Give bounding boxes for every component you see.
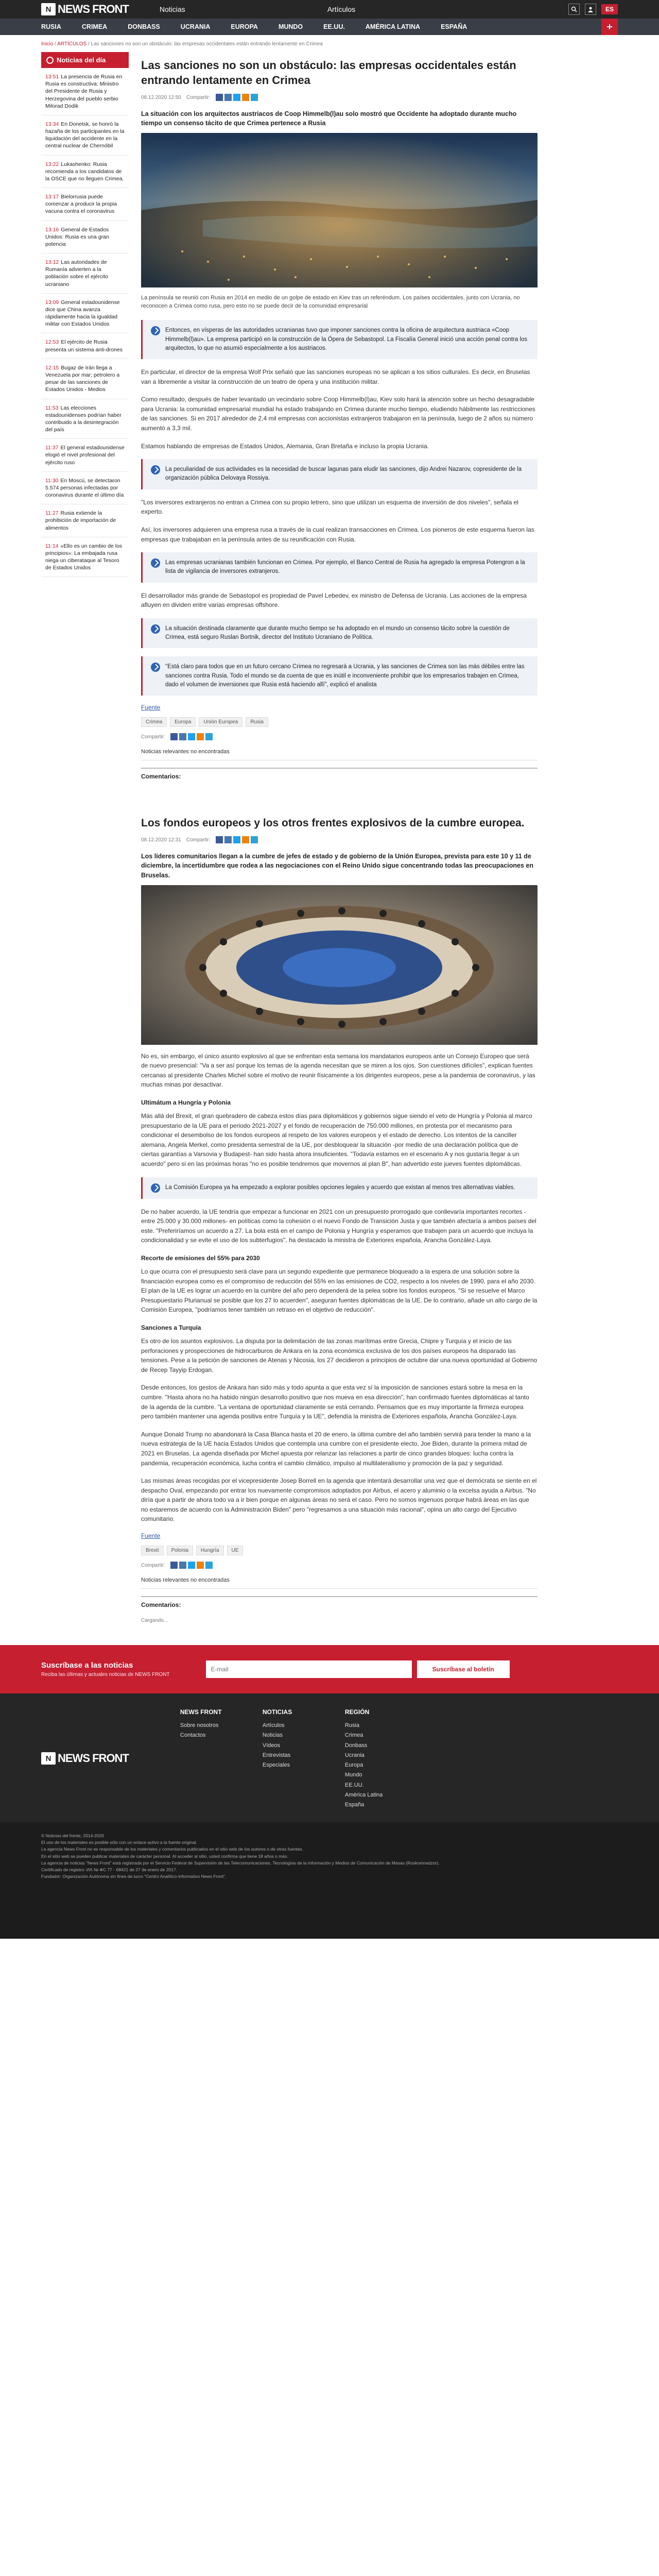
- language-selector[interactable]: ES: [601, 4, 618, 14]
- section-heading: Ultimátum a Hungría y Polonia: [141, 1099, 231, 1107]
- news-headline: General estadounidense dice que China avanza rápidamente hacia la igualdad militar con Estados Unidos: [45, 299, 120, 328]
- region-crimea[interactable]: CRIMEA: [81, 23, 108, 30]
- footer-link[interactable]: Especiales: [262, 1762, 290, 1769]
- paragraph: El desarrollador más grande de Sebastopol es propiedad de Pavel Lebedev, ex ministro de Defensa de Ucrania. Las acciones de la empresa afluyen en dividen entre varias empresas offshore.: [141, 591, 527, 609]
- region-mundo[interactable]: MUNDO: [278, 23, 303, 30]
- region-rusia[interactable]: RUSIA: [41, 23, 61, 30]
- region-europa[interactable]: EUROPA: [231, 23, 258, 30]
- comments-heading: Comentarios:: [141, 768, 537, 780]
- share-label: Compartir:: [186, 94, 211, 100]
- quote-text: Las empresas ucranianas también funcionan en Crimea. Por ejemplo, el Banco Central de Rusia ha agregado la empresa Potengron a la lista de vigilancia de inversores extranjeros.: [165, 560, 525, 575]
- article-date: 08.12.2020 12:31: [141, 837, 181, 843]
- article-lead: La situación con los arquitectos austriacos de Coop Himmelb(l)au solo mostró que Occidente ha adoptado durante mucho tiempo un consenso tácito de que Crimea pertenece a Rusia: [141, 110, 517, 127]
- sidebar-news-item[interactable]: [41, 333, 129, 359]
- quote-icon: [151, 326, 160, 335]
- article-lead: Los líderes comunitarios llegan a la cumbre de jefes de estado y de gobierno de la Unión Europea, prevista para este 10 y 11 de diciembre, la incertidumbre que rodea a las negociaciones con el Reino Unido sigue concentrando todas las preocupaciones en Bruselas.: [141, 853, 533, 879]
- sidebar-news-item[interactable]: [41, 156, 129, 189]
- sidebar-title: Noticias del día: [57, 56, 106, 64]
- source-link[interactable]: Fuente: [141, 1532, 161, 1540]
- vk-icon[interactable]: [179, 1562, 186, 1569]
- clock-icon: [46, 57, 54, 64]
- logo-text: NEWS FRONT: [58, 3, 129, 15]
- footer-link[interactable]: América Latina: [344, 1791, 383, 1798]
- news-headline: Las autoridades de Rumanía advierten a la población sobre el ejército ucraniano: [45, 259, 108, 287]
- search-icon[interactable]: [568, 4, 580, 15]
- section-heading: Sanciones a Turquía: [141, 1324, 201, 1331]
- footer-link[interactable]: Vídeos: [262, 1742, 281, 1749]
- share-buttons: [170, 733, 213, 740]
- news-headline: Las elecciones estadounidenses podrían haber contribuido a la desintegración del país: [45, 404, 122, 433]
- paragraph: De no haber acuerdo, la UE tendría que empezar a funcionar en 2021 con un presupuesto prorrogado que conllevaría importantes recortes -entre 25.000 y 30.000 millones- en políticas como la cohesión o el nuevo Fondo de Transición Justa y que también afectaría a ambos países del este. "Preferiríamos un acuerdo a 27. La bola está en el campo de Polonia y Hungría y esperamos que trabajen para un acuerdo que incluya la condicionalidad y se evite el uso de los subterfugios", ha destacado la ministra de Exteriores española, Arancha González-Laya.: [141, 1208, 536, 1244]
- paragraph: Es otro de los asuntos explosivos. La disputa por la delimitación de las zonas marítimas entre Grecia, Chipre y Turquía y el inicio de las perforaciones y prospecciones de hidrocarburos de Ankara en la zona económica exclusiva de los dos países europeos ha disparado las tensiones. Pese a la petición de sanciones de Atenas y Nicosia, los 27 decidieron a principios de octubre dar una nueva oportunidad al Gobierno de Recep Tayyip Erdogan.: [141, 1337, 537, 1374]
- copyright-line: Certificado de registro: ИА № ФС 77 - 68421 de 27 de enero de 2017.: [41, 1867, 178, 1872]
- facebook-icon[interactable]: [170, 1562, 178, 1569]
- telegram-icon[interactable]: [205, 733, 213, 740]
- footer-link[interactable]: Europa: [344, 1762, 363, 1769]
- article-crimea: [141, 58, 537, 795]
- quote-block: [141, 552, 537, 583]
- news-headline: En Donetsk, se honró la hazaña de los participantes en la liquidación del accidente en la central nuclear de Chernóbil: [45, 121, 125, 149]
- breadcrumb-section[interactable]: ARTÍCULOS: [57, 41, 87, 47]
- news-time: 13:09: [45, 299, 59, 306]
- share-buttons: [170, 1562, 213, 1569]
- share-buttons: [216, 836, 258, 843]
- sidebar-news-item[interactable]: [41, 439, 129, 472]
- paragraph: Desde entonces, los gestos de Ankara han sido más y todo apunta a que esta vez sí la imposición de sanciones estará sobre la mesa en la cumbre. "Hasta ahora no ha habido ningún desarrollo positivo que nos mueva en esa dirección", han confirmado fuentes diplomáticas al tanto de la agenda de la cumbre. "La ventana de oportunidad claramente se está cerrando. Pensamos que es muy importante la firmeza europea pero también mantener una agenda positiva entre Turquía y la UE", defendía la ministra de Exteriores española, Arancha González-Laya.: [141, 1384, 529, 1420]
- footer-link[interactable]: Contactos: [180, 1732, 206, 1739]
- news-headline: En Moscú, se detectaron 5.574 personas infectadas por coronavirus durante el último día: [45, 477, 124, 499]
- quote-text: La Comisión Europea ya ha empezado a explorar posibles opciones legales y acuerdo que existan al menos tres alternativas viables.: [165, 1184, 515, 1191]
- news-time: 12:53: [45, 339, 59, 346]
- breadcrumb-current: Las sanciones no son un obstáculo: las empresas occidentales están entrando lentamente en Crimea: [91, 41, 323, 47]
- newsletter-title: Suscríbase a las noticias: [41, 1661, 133, 1670]
- news-headline: El general estadounidense elogió el nivel profesional del ejército ruso: [45, 445, 125, 466]
- news-headline: El ejército de Rusia presenta un sistema anti-drones: [45, 339, 123, 353]
- ok-icon[interactable]: [242, 836, 249, 843]
- photo-caption: La península se reunió con Rusia en 2014 en medio de un golpe de estado en Kiev tras un referéndum. Los países occidentales, junto con Ucrania, no reconocen a Crimea como rusa, pero esto no se puede decir de la comunidad empresarial: [141, 295, 520, 310]
- quote-icon: [151, 663, 160, 672]
- related-news: Noticias relevantes no encontradas: [141, 749, 537, 760]
- tag[interactable]: Brexit: [141, 1546, 164, 1555]
- user-icon[interactable]: [585, 4, 596, 15]
- quote-block: [141, 320, 537, 359]
- sidebar-news-item[interactable]: [41, 399, 129, 439]
- paragraph: "Los inversores extranjeros no entran a Crimea con su propio letrero, sino que utilizan un esquema de inversión de dos niveles", señala el experto.: [141, 498, 518, 516]
- quote-icon: [151, 624, 160, 634]
- footer-link[interactable]: Noticias: [262, 1732, 283, 1739]
- footer-column-title: NOTICIAS: [262, 1708, 292, 1716]
- footer-column: [180, 1707, 263, 1810]
- email-input[interactable]: [206, 1660, 412, 1678]
- tag[interactable]: Rusia: [246, 717, 268, 727]
- footer-logo[interactable]: [41, 1707, 129, 1810]
- tag[interactable]: Crimea: [141, 717, 167, 727]
- tag[interactable]: Polonia: [167, 1546, 193, 1555]
- share-buttons: [216, 94, 258, 101]
- copyright-block: [0, 1822, 659, 1939]
- paragraph: Lo que ocurra con el presupuesto será clave para un segundo expediente que permanece bloqueado a la espera de una solución sobre la financiación europea como es el compromiso de reducción del 55% en las emisiones de CO2, respecto a los niveles de 1990, para el año 2030. El plan de la UE es lograr un acuerdo en la cumbre del año pero dependerá de la pelea sobre los fondos europeos. "Si se resuelve el Marco Presupuestario Plurianual se posible que los 27 lo acuerden", aseguran fuentes diplomáticas de la UE. De lo contrario, añade un alto cargo de la Comisión Europea, "podríamos tener también un retraso en el objetivo de reducción".: [141, 1268, 537, 1314]
- sidebar-news-item[interactable]: [41, 221, 129, 254]
- footer-link[interactable]: Mundo: [344, 1772, 362, 1778]
- logo-text: NEWS FRONT: [58, 1752, 129, 1765]
- newsletter-banner: [0, 1645, 659, 1693]
- quote-text: La situación destinada claramente que durante mucho tiempo se ha adoptado en el mundo un consenso tácito sobre la cuestión de Crimea, está seguro Ruslan Bortnik, director del Instituto Ucraniano de Política.: [165, 625, 510, 641]
- region-donbass[interactable]: DONBASS: [128, 23, 160, 30]
- news-time: 13:34: [45, 121, 59, 127]
- sidebar-news-item[interactable]: [41, 359, 129, 399]
- news-time: 13:17: [45, 194, 59, 200]
- footer-link[interactable]: Artículos: [262, 1722, 285, 1729]
- footer-link[interactable]: Donbass: [344, 1742, 368, 1749]
- footer-link[interactable]: España: [344, 1802, 365, 1808]
- news-time: 11:37: [45, 445, 59, 451]
- article-date: 08.12.2020 12:50: [141, 94, 181, 100]
- paragraph: Aunque Donald Trump no abandonará la Casa Blanca hasta el 20 de enero, la última cumbre del año también servirá para tender la mano a la nueva estrategia de la UE hacia Estados Unidos que contempla una cumbre con el presidente electo, Joe Biden, durante la primera mitad de 2021 en Bruselas. La agenda diseñada por Michel apuesta por relanzar las relaciones a partir de cinco grandes bloques: lucha contra la pandemia, recuperación económica, lucha contra el cambio climático, impulso al multilateralismo y promoción de la paz y seguridad.: [141, 1430, 531, 1467]
- news-time: 11:53: [45, 404, 59, 411]
- news-time: 13:16: [45, 226, 59, 233]
- region-eeuu[interactable]: EE.UU.: [323, 23, 345, 30]
- tag-list: [141, 717, 537, 727]
- quote-text: La peculiaridad de sus actividades es la necesidad de buscar lagunas para eludir las sanciones, dijo Andrei Nazarov, copresidente de la organización pública Delovaya Rossiya.: [165, 466, 522, 482]
- facebook-icon[interactable]: [216, 94, 223, 101]
- copyright-line: La agencia News Front no es responsable de los materiales y comentarios publicados en el sitio web de los autores o de otras fuentes.: [41, 1846, 303, 1852]
- sidebar-news-item[interactable]: [41, 68, 129, 115]
- copyright-line: Fundador: Organización Autónoma sin fines de lucro "Centro Analítico-Informativo News Front".: [41, 1874, 227, 1879]
- article-photo-summit: [141, 885, 537, 1047]
- quote-icon: [151, 558, 160, 568]
- subscribe-button[interactable]: Suscríbase al boletín: [417, 1660, 510, 1678]
- telegram-icon[interactable]: [251, 94, 258, 101]
- footer-column: [345, 1707, 427, 1810]
- news-time: 13:51: [45, 74, 59, 80]
- paragraph: Estamos hablando de empresas de Estados Unidos, Alemania, Gran Bretaña e incluso la propia Ucrania.: [141, 442, 429, 450]
- tag[interactable]: Hungría: [196, 1546, 224, 1555]
- news-time: 13:22: [45, 161, 59, 167]
- vk-icon[interactable]: [224, 94, 232, 101]
- sidebar-news-item[interactable]: [41, 537, 129, 578]
- facebook-icon[interactable]: [170, 733, 178, 740]
- footer-column-title: NEWS FRONT: [180, 1708, 222, 1716]
- main-content: [141, 52, 537, 1639]
- news-headline: Rusia extiende la prohibición de importación de alimentos: [45, 510, 116, 531]
- footer: [0, 1693, 659, 1822]
- more-icon[interactable]: [601, 19, 618, 35]
- region-ucrania[interactable]: UCRANIA: [180, 23, 211, 30]
- ok-icon[interactable]: [197, 1562, 204, 1569]
- paragraph: Como resultado, después de haber levantado un vecindario sobre Coop Himmelb(l)au, Kiev solo hará la atención sobre un hecho desagradable para Ucrania: la comunidad empresarial mundial ha estado trabajando en Crimea durante mucho tiempo, eludiendo hábilmente las restricciones de las sanciones. Si en 2017 alrededor de 2,4 mil empresas con accionistas extranjeros trabajaron en la península, luego de 2 años su número aumentó a 3,3 mil.: [141, 396, 535, 432]
- paragraph: Las mismas áreas recogidas por el vicepresidente Josep Borrell en la agenda que intentará desarrollar una vez que el demócrata se siente en el despacho Oval, empezando por entrar los nuevamente compromisos adoptados por Airbus, el acero y aluminio o la excelsa ayuda a Airbus. "No diría que a partir de ahora todo va a ir bien porque en algunas áreas no será el caso. Pero no somos ingenuos porque habrá áreas en las que no estaremos de acuerdo con la Administración Biden" pero "regresamos a una situación más racional", opina un alto cargo del Ejecutivo comunitario.: [141, 1477, 537, 1523]
- footer-link[interactable]: Rusia: [344, 1722, 360, 1729]
- news-time: 12:15: [45, 364, 59, 371]
- quote-block: [141, 618, 537, 649]
- footer-link[interactable]: Entrevistas: [262, 1752, 291, 1758]
- tag-list: [141, 1546, 537, 1555]
- share-label: Compartir:: [186, 837, 211, 843]
- share-label: Compartir:: [141, 1562, 165, 1568]
- quote-text: "Está claro para todos que en un futuro cercano Crimea no regresará a Ucrania, y las sanciones de Crimea son las más débiles entre las sanciones contra Rusia. Todo el mundo se da cuenta de que es inútil e inconveniente prohibir que los empresarios trabajen en Crimea, dado el volumen de inversiones que Rusia está haciendo allí", explicó el analista: [165, 664, 525, 688]
- region-america-latina[interactable]: AMÉRICA LATINA: [365, 23, 421, 30]
- sidebar-header: [41, 52, 129, 68]
- footer-column: [263, 1707, 345, 1810]
- article-eu-summit: [141, 816, 537, 1639]
- twitter-icon[interactable]: [188, 733, 195, 740]
- copyright-line: En el sitio web se pueden publicar materiales de carácter personal. Al acceder al sitio, usted confirma que tiene 18 años o más.: [41, 1853, 288, 1859]
- footer-link[interactable]: Crimea: [344, 1732, 363, 1739]
- vk-icon[interactable]: [179, 733, 186, 740]
- quote-block: [141, 1177, 537, 1199]
- main-nav: [160, 5, 489, 13]
- site-logo[interactable]: [41, 3, 129, 16]
- footer-column-title: REGIÓN: [344, 1708, 370, 1716]
- sidebar-news: [41, 52, 129, 1639]
- region-espana[interactable]: ESPAÑA: [441, 23, 467, 30]
- nav-noticias[interactable]: Noticias: [159, 5, 185, 13]
- related-news: Noticias relevantes no encontradas: [141, 1577, 537, 1589]
- news-headline: Bielorrusia puede comenzar a producir la propia vacuna contra el coronavirus: [45, 194, 117, 215]
- news-time: 13:12: [45, 259, 59, 266]
- top-bar: [0, 0, 659, 19]
- facebook-icon[interactable]: [216, 836, 223, 843]
- logo-mark: N: [41, 3, 56, 15]
- telegram-icon[interactable]: [251, 836, 258, 843]
- source-link[interactable]: Fuente: [141, 704, 161, 711]
- footer-link[interactable]: Ucrania: [344, 1752, 365, 1758]
- share-label: Compartir:: [141, 734, 165, 740]
- news-time: 11:14: [45, 543, 59, 549]
- sidebar-news-item[interactable]: [41, 115, 129, 156]
- section-heading: Recorte de emisiones del 55% para 2030: [141, 1255, 260, 1262]
- news-headline: «Ello es un cambio de los principios»: La embajada rusa niega un ciberataque al Tesoro de Estados Unidos: [45, 543, 123, 571]
- twitter-icon[interactable]: [233, 836, 240, 843]
- news-headline: Bugaz de Irán llega a Venezuela por mar; petrolero a pesar de las sanciones de Estados Unidos - Medios: [45, 364, 120, 393]
- twitter-icon[interactable]: [233, 94, 240, 101]
- copyright-line: La agencia de noticias "News Front" está registrada por el Servicio Federal de Supervisión de las Telecomunicaciones, Tecnologías de la Información y Medios de Comunicación de Masas (Roskomnadzor).: [41, 1860, 440, 1866]
- footer-link[interactable]: EE.UU.: [344, 1782, 364, 1788]
- nav-articulos[interactable]: Artículos: [327, 5, 356, 13]
- quote-icon: [151, 465, 160, 474]
- ok-icon[interactable]: [242, 94, 249, 101]
- ok-icon[interactable]: [197, 733, 204, 740]
- news-headline: La presencia de Rusia en Rusia es constructiva: Ministro del Presidente de Rusia y Herzegovina del pueblo serbio Milorad Dodik: [45, 74, 123, 109]
- sidebar-news-item[interactable]: [41, 253, 129, 294]
- footer-link[interactable]: Sobre nosotros: [180, 1722, 219, 1729]
- copyright-line: © Noticias del frente, 2014-2020: [41, 1833, 105, 1839]
- breadcrumb-home[interactable]: Inicio: [41, 41, 54, 47]
- quote-text: Entonces, en vísperas de las autoridades ucranianas tuvo que imponer sanciones contra la oficina de arquitectura austriaca «Coop Himmelb(l)au». La empresa participó en la construcción de la Ópera de Sebastopol. La Fiscalía General inició una acción penal contra los arquitectos, lo que no asumió especialmente a los austriacos.: [165, 327, 528, 351]
- paragraph: En particular, el director de la empresa Wolf Prix señaló que las sanciones europeas no se aplican a los sitios culturales. Es decir, en Bruselas van a libremente a visitar la construcción de un teatro de ópera y una institución militar.: [141, 368, 530, 385]
- tag[interactable]: UE: [227, 1546, 244, 1555]
- copyright-line: El uso de los materiales es posible sólo con un enlace activo a la fuente original.: [41, 1840, 197, 1845]
- news-headline: General de Estados Unidos: Rusia es una gran potencia: [45, 226, 109, 247]
- quote-icon: [151, 1183, 160, 1193]
- article-title[interactable]: Los fondos europeos y los otros frentes explosivos de la cumbre europea.: [141, 817, 525, 829]
- quote-block: [141, 656, 537, 696]
- newsletter-subtitle: Reciba las últimas y actuales noticias de NEWS FRONT: [41, 1672, 170, 1678]
- news-time: 11:30: [45, 477, 59, 484]
- paragraph: Así, los inversores adquieren una empresa rusa a través de la cual realizan transacciones en Crimea. Los pioneros de este esquema fueron las empresas que trabajaban en la península antes de su reunificación con Rusia.: [141, 526, 534, 543]
- paragraph: No es, sin embargo, el único asunto explosivo al que se enfrentan esta semana los mandatarios europeos ante un Consejo Europeo que será de nuevo presencial: "Va a ser así porque los temas de la agenda necesitan que se miren a los ojos. Son cuestiones difíciles", explican fuentes cercanas al presidente Charles Michel sobre el motivo de reunir físicamente a los dirigentes europeos, pese a la pandemia de coronavirus, y las muchas minas por desactivar.: [141, 1052, 535, 1089]
- twitter-icon[interactable]: [188, 1562, 195, 1569]
- loading-indicator: Cargando...: [141, 1618, 168, 1624]
- article-photo-crimea: [141, 133, 537, 290]
- quote-block: [141, 459, 537, 489]
- news-time: 11:27: [45, 510, 59, 517]
- paragraph: Más allá del Brexit, el gran quebradero de cabeza estos días para diplomáticos y gobiernos sigue siendo el veto de Hungría y Polonia al marco presupuestario de la UE para el periodo 2021-2027 y el fondo de recuperación de 750.000 millones, en protesta por el mecanismo para condicionar el desembolso de los fondos europeos al respeto de los valores europeos y el estado de derecho. Los intentos de la canciller alemana, Angela Merkel, como presidenta semestral de la UE, por desbloquear la situación -por medio de una declaración política que de ciertas garantías a Varsovia y Budapest- han sido hasta ahora insuficientes. "Todavía estamos en el escenario A y nos gustaría llegar a un acuerdo" pero si en las próximas horas "no es posible tendremos que movernos al plan B", han advertido este jueves fuentes diplomáticas.: [141, 1112, 532, 1168]
- vk-icon[interactable]: [224, 836, 232, 843]
- tag[interactable]: Europa: [170, 717, 196, 727]
- sidebar-news-item[interactable]: [41, 188, 129, 221]
- news-headline: Lukashenko: Rusia recomienda a los candidatos de la OSCE que no lleguen Crimea.: [45, 161, 124, 182]
- sidebar-news-item[interactable]: [41, 504, 129, 537]
- sidebar-news-item[interactable]: [41, 294, 129, 334]
- tag[interactable]: Unión Europea: [199, 717, 242, 727]
- sidebar-news-item[interactable]: [41, 472, 129, 505]
- comments-heading: Comentarios:: [141, 1596, 537, 1608]
- logo-mark: N: [41, 1752, 56, 1765]
- breadcrumb: Inicio / ARTÍCULOS / Las sanciones no son un obstáculo: las empresas occidentales están entrando lentamente en Crimea: [41, 41, 323, 47]
- telegram-icon[interactable]: [205, 1562, 213, 1569]
- region-nav: [0, 19, 659, 35]
- article-title[interactable]: Las sanciones no son un obstáculo: las empresas occidentales están entrando lentamente en Crimea: [141, 59, 516, 87]
